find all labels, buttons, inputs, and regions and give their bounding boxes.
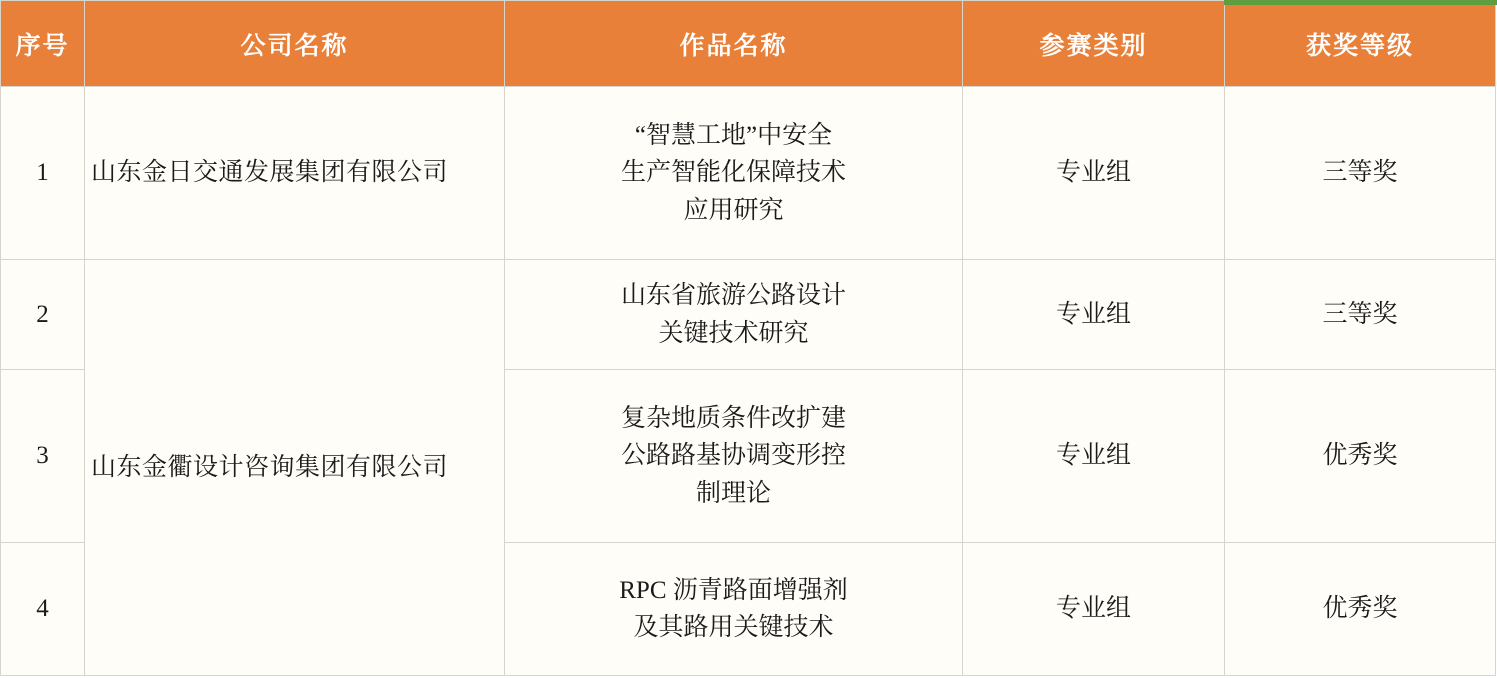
work-title-line: RPC 沥青路面增强剂 bbox=[619, 576, 848, 604]
work-title-lines bbox=[509, 400, 958, 513]
work-title-line: “智慧工地”中安全 bbox=[634, 121, 833, 149]
cell-company-merged: 山东金衢设计咨询集团有限公司 bbox=[85, 260, 505, 676]
work-title-line: 关键技术研究 bbox=[658, 319, 809, 347]
work-title-lines bbox=[509, 117, 958, 230]
cell-index: 3 bbox=[1, 370, 85, 543]
table-header bbox=[1, 1, 1496, 87]
cell-company: 山东金日交通发展集团有限公司 bbox=[85, 87, 505, 260]
work-title-lines bbox=[509, 572, 958, 647]
cell-category: 专业组 bbox=[963, 260, 1225, 370]
cell-award-level: 三等奖 bbox=[1225, 87, 1496, 260]
cell-index: 4 bbox=[1, 543, 85, 676]
cell-index: 2 bbox=[1, 260, 85, 370]
column-header-index: 序号 bbox=[1, 1, 85, 87]
cell-work-title bbox=[505, 260, 963, 370]
table-row bbox=[1, 87, 1496, 260]
cell-work-title bbox=[505, 370, 963, 543]
top-accent-bar bbox=[1224, 0, 1497, 5]
work-title-line: 及其路用关键技术 bbox=[633, 614, 834, 641]
cell-work-title bbox=[505, 543, 963, 676]
work-title-lines bbox=[509, 277, 958, 352]
cell-category: 专业组 bbox=[963, 370, 1225, 543]
table-body bbox=[1, 87, 1496, 676]
column-header-award-level: 获奖等级 bbox=[1225, 1, 1496, 87]
column-header-company: 公司名称 bbox=[85, 1, 505, 87]
header-row bbox=[1, 1, 1496, 87]
work-title-line: 公路路基协调变形控 bbox=[620, 442, 846, 470]
cell-category: 专业组 bbox=[963, 543, 1225, 676]
cell-category: 专业组 bbox=[963, 87, 1225, 260]
cell-award-level: 三等奖 bbox=[1225, 260, 1496, 370]
work-title-line: 山东省旅游公路设计 bbox=[620, 282, 846, 309]
cell-index: 1 bbox=[1, 87, 85, 260]
work-title-line: 复杂地质条件改扩建 bbox=[620, 404, 846, 432]
work-title-line: 生产智能化保障技术 bbox=[620, 159, 846, 187]
work-title-line: 应用研究 bbox=[683, 196, 784, 224]
cell-award-level: 优秀奖 bbox=[1225, 543, 1496, 676]
table-row bbox=[1, 260, 1496, 370]
column-header-category: 参赛类别 bbox=[963, 1, 1225, 87]
column-header-work-title: 作品名称 bbox=[505, 1, 963, 87]
cell-work-title bbox=[505, 87, 963, 260]
cell-award-level: 优秀奖 bbox=[1225, 370, 1496, 543]
work-title-line: 制理论 bbox=[695, 479, 771, 507]
